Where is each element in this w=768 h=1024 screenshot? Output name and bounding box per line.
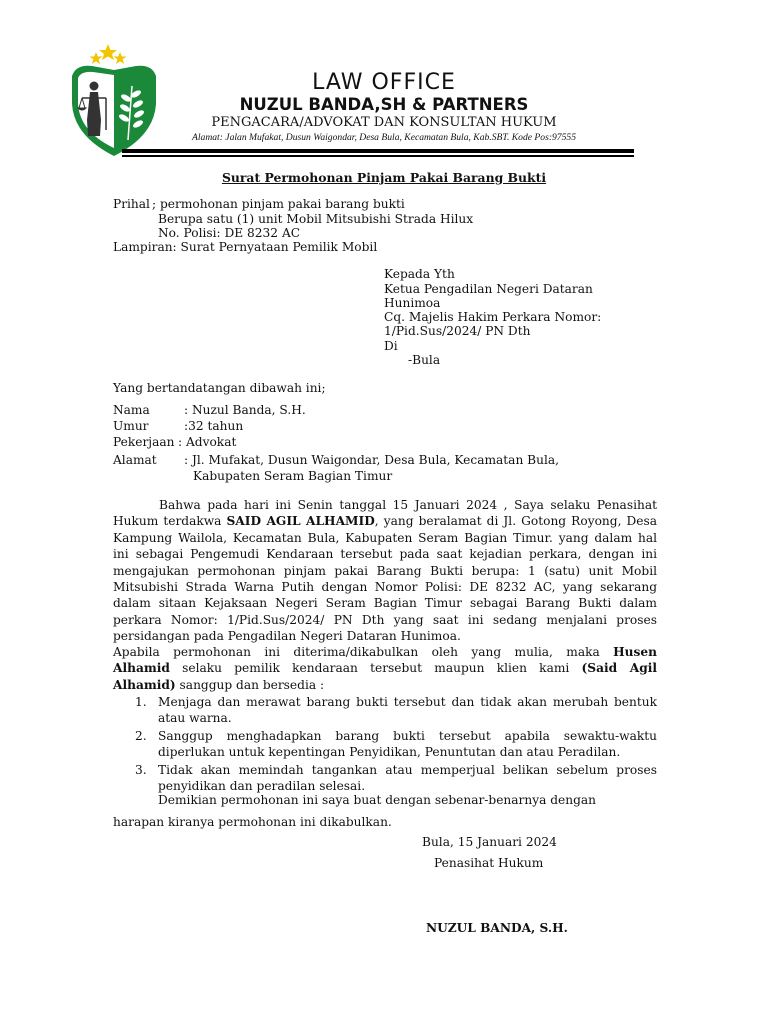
recipient-line: 1/Pid.Sus/2024/ PN Dth xyxy=(384,324,531,338)
recipient-line: Cq. Majelis Hakim Perkara Nomor: xyxy=(384,310,602,324)
closing-line: Demikian permohonan ini saya buat dengan sebenar-benarnya dengan xyxy=(158,793,597,807)
shield-inner-right xyxy=(114,72,150,148)
star-icon xyxy=(99,44,117,60)
letterhead-rule-thin xyxy=(122,155,634,157)
body-line: Mitsubishi Strada Warna Putih dengan Nomor Polisi: DE 8232 AC, yang sekarang xyxy=(113,579,657,594)
intro-line: Yang bertandatangan dibawah ini; xyxy=(113,381,326,395)
identity-value: Kabupaten Seram Bagian Timur xyxy=(193,469,393,483)
identity-label: Alamat xyxy=(113,453,157,467)
letterhead-title: LAW OFFICE xyxy=(312,70,456,95)
list-item: 2. Sanggup menghadapkan barang bukti tersebut apabila sewaktu-waktu diperlukan untuk kepentingan Penyidikan, Penuntutan dan atau Peradilan. xyxy=(135,729,657,759)
place-date: Bula, 15 Januari 2024 xyxy=(422,835,557,849)
closing-line: harapan kiranya permohonan ini dikabulkan. xyxy=(113,815,392,829)
recipient-line: Ketua Pengadilan Negeri Dataran xyxy=(384,282,593,296)
identity-label: Pekerjaan xyxy=(113,435,175,449)
identity-value: : Jl. Mufakat, Dusun Waigondar, Desa Bula, Kecamatan Bula, xyxy=(184,453,560,467)
recipient-line: -Bula xyxy=(408,353,441,367)
body-line: mengajukan permohonan pinjam pakai Barang Bukti berupa: 1 (satu) unit Mobil xyxy=(113,563,657,578)
letterhead-subtitle: PENGACARA/ADVOKAT DAN KONSULTAN HUKUM xyxy=(211,115,557,130)
body-paragraph-1 xyxy=(113,497,657,645)
identity-label: Nama xyxy=(113,403,150,417)
body-line: Hukum terdakwa SAID AGIL ALHAMID, yang beralamat di Jl. Gotong Royong, Desa xyxy=(113,514,658,529)
client-name: SAID AGIL ALHAMID xyxy=(226,514,375,529)
perihal-line-1: ; permohonan pinjam pakai barang bukti xyxy=(152,197,405,211)
body-line: dalam sitaan Kejaksaan Negeri Seram Bagian Timur sebagai Barang Bukti dalam xyxy=(113,596,657,611)
body-paragraph-2 xyxy=(113,644,657,693)
identity-label: Umur xyxy=(113,419,149,433)
recipient-line: Kepada Yth xyxy=(384,267,455,281)
signature-name: NUZUL BANDA, S.H. xyxy=(426,921,568,935)
owner-name: Husen xyxy=(613,645,657,659)
commitment-list xyxy=(113,694,657,794)
body-line: perkara Nomor: 1/Pid.Sus/2024/ PN Dth yang saat ini sedang menjalani proses xyxy=(113,612,657,627)
body-line: Kampung Wailola, Kecamatan Bula, Kabupaten Seram Bagian Timur. yang dalam hal xyxy=(113,530,657,545)
letterhead-rule-thick xyxy=(122,149,634,153)
signature-role: Penasihat Hukum xyxy=(434,856,544,870)
body-line: persidangan pada Pengadilan Negeri Dataran Hunimoa. xyxy=(113,629,461,644)
body-line: ini sebagai Pengemudi Kendaraan tersebut pada saat kejadian perkara, dengan ini xyxy=(113,547,657,562)
recipient-line: Di xyxy=(384,339,398,353)
identity-value: : Nuzul Banda, S.H. xyxy=(184,403,306,417)
list-item: 1. Menjaga dan merawat barang bukti tersebut dan tidak akan merubah bentuk atau warna. xyxy=(135,695,657,725)
recipient-line: Hunimoa xyxy=(384,296,441,310)
perihal-label: Prihal xyxy=(113,197,150,211)
star-icon xyxy=(114,52,127,64)
letterhead-firm-name: NUZUL BANDA,SH & PARTNERS xyxy=(239,95,529,114)
body-line: Bahwa pada hari ini Senin tanggal 15 Januari 2024 , Saya selaku Penasihat xyxy=(159,498,657,512)
perihal-line-3: No. Polisi: DE 8232 AC xyxy=(158,226,301,240)
identity-value: : Advokat xyxy=(178,435,237,449)
body-line: Apabila permohonan ini diterima/dikabulkan oleh yang mulia, maka Husen xyxy=(113,645,657,659)
letterhead-address: Alamat: Jalan Mufakat, Dusun Waigondar, Desa Bula, Kecamatan Bula, Kab.SBT. Kode Pos:97555 xyxy=(192,132,576,143)
star-icon xyxy=(90,52,103,64)
perihal-line-2: Berupa satu (1) unit Mobil Mitsubishi Strada Hilux xyxy=(158,212,474,226)
body-line: Alhamid) sanggup dan bersedia : xyxy=(113,677,325,692)
body-line: Alhamid selaku pemilik kendaraan tersebut maupun klien kami (Said Agil xyxy=(113,661,657,676)
list-item: 3. Tidak akan memindah tangankan atau memperjual belikan sebelum proses penyidikan dan peradilan selesai. xyxy=(135,763,657,793)
lampiran-line: Lampiran: Surat Pernyataan Pemilik Mobil xyxy=(113,240,378,254)
identity-value: :32 tahun xyxy=(184,419,244,433)
document-title: Surat Permohonan Pinjam Pakai Barang Bukti xyxy=(221,170,547,185)
law-office-logo xyxy=(66,40,162,158)
